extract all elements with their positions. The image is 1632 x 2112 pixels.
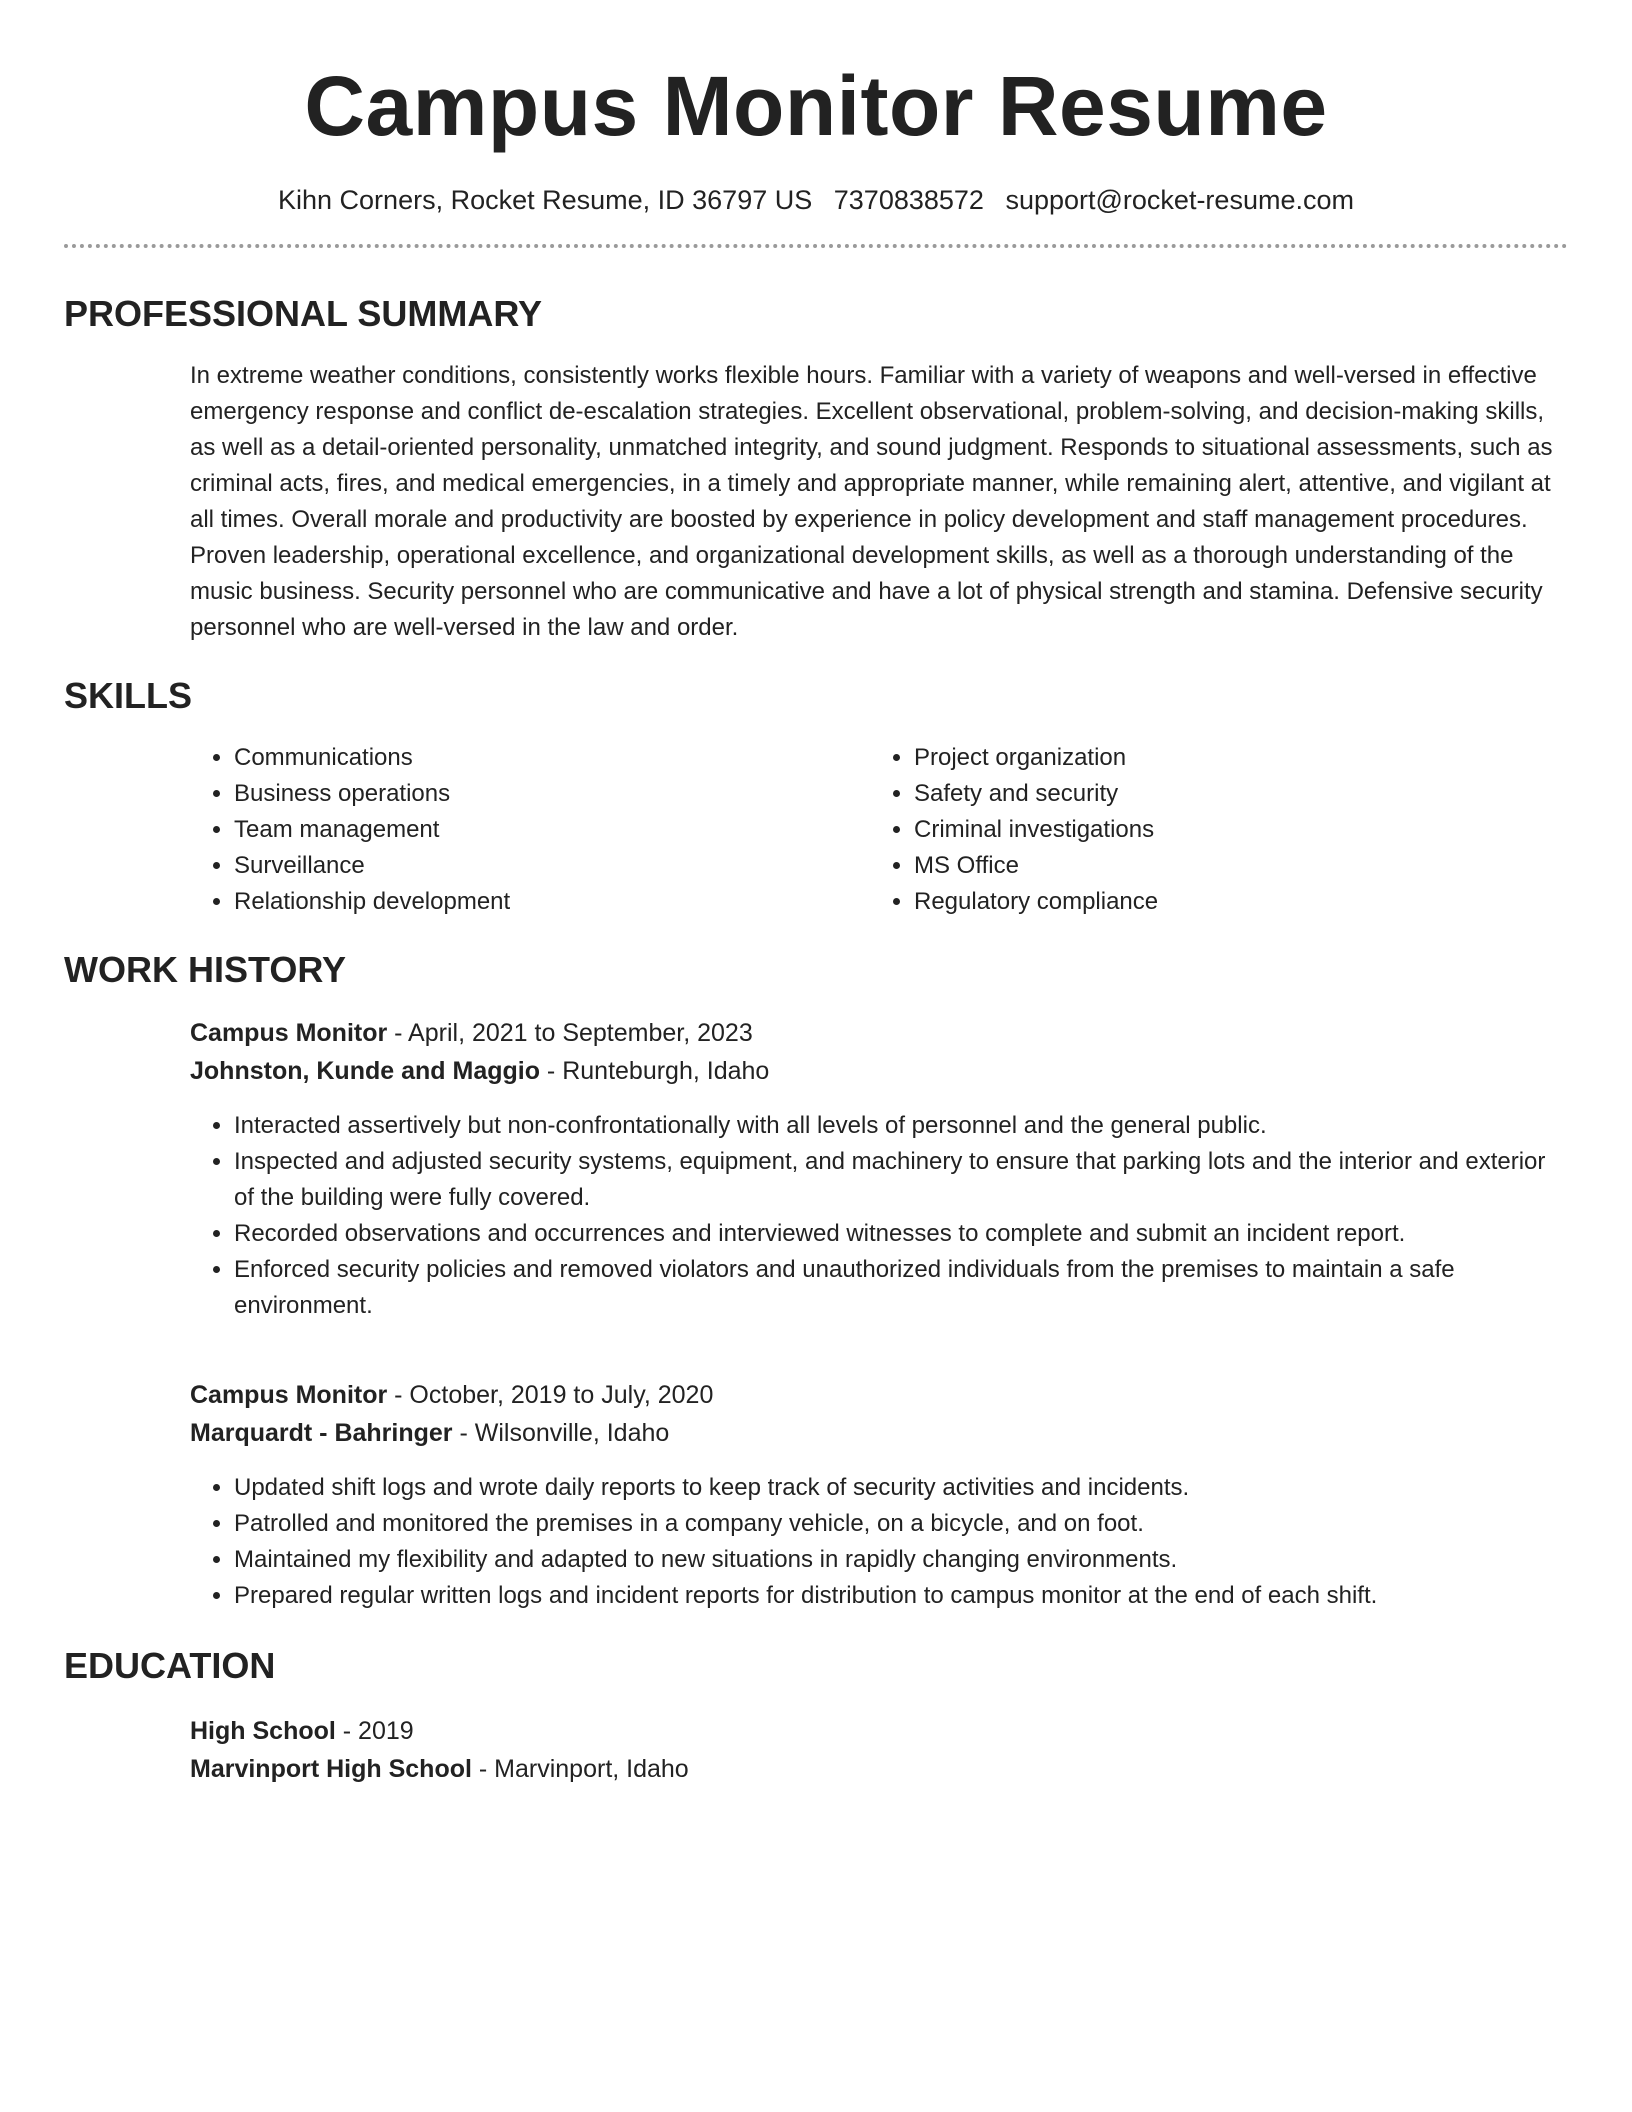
education-degree: High School [190,1717,336,1745]
job-company: Marquardt - Bahringer [190,1419,453,1447]
contact-email: support@rocket-resume.com [1005,185,1354,215]
summary-text: In extreme weather conditions, consistently works flexible hours. Familiar with a variety of weapons and well-versed in effective emergency response and conflict de-escalation strategies. Excellent observational, problem-solving, and decision-making skills, as well as a detail-oriented personality, unmatched integrity, and sound judgment. Responds to situational assessments, such as criminal acts, fires, and medical emergencies, in a timely and appropriate manner, while remaining alert, attentive, and vigilant at all times. Overall morale and productivity are boosted by experience in policy development and staff management procedures. Proven leadership, operational excellence, and organizational development skills, as well as a thorough understanding of the music business. Security personnel who are communicative and have a lot of physical strength and stamina. Defensive security personnel who are well-versed in the law and order. [190,362,1553,641]
education-school-line [190,1750,1568,1788]
job-dates: - October, 2019 to July, 2020 [387,1381,714,1409]
job-bullets [190,1470,1568,1614]
job-entry [190,1376,1568,1614]
job-bullet: • Recorded observations and occurrences and interviewed witnesses to complete and submit an incident report. [234,1216,1568,1252]
job-company: Johnston, Kunde and Maggio [190,1057,540,1085]
job-location: - Wilsonville, Idaho [452,1419,670,1447]
skill-item: • Relationship development [234,884,870,920]
resume-title: Campus Monitor Resume [304,59,1328,153]
job-bullets [190,1108,1568,1324]
job-location: - Runteburgh, Idaho [539,1057,770,1085]
skill-item: • Regulatory compliance [914,884,1568,920]
skill-item: • Business operations [234,776,870,812]
job-company-line [190,1414,1568,1452]
job-bullet: • Maintained my flexibility and adapted to new situations in rapidly changing environments. [234,1542,1568,1578]
skill-item: • Criminal investigations [914,812,1568,848]
job-title: Campus Monitor [190,1381,388,1409]
header-divider [64,244,1568,248]
skill-item: • Surveillance [234,848,870,884]
skills-list-left [190,740,870,920]
education-location: - Marvinport, Idaho [471,1755,689,1783]
job-company-line [190,1052,1568,1090]
job-bullet: • Inspected and adjusted security systems, equipment, and machinery to ensure that parking lots and the interior and exterior of the building were fully covered. [234,1144,1568,1216]
job-entry [190,1014,1568,1324]
skill-item: • Safety and security [914,776,1568,812]
skill-item: • Team management [234,812,870,848]
job-bullet: • Interacted assertively but non-confrontationally with all levels of personnel and the general public. [234,1108,1568,1144]
education-entry [190,1712,1568,1788]
skills-list-right [870,740,1568,920]
education-heading: EDUCATION [64,1645,276,1686]
summary-heading: PROFESSIONAL SUMMARY [64,293,543,334]
job-title-line [190,1014,1568,1052]
contact-address: Kihn Corners, Rocket Resume, ID 36797 US [278,185,813,215]
education-degree-line [190,1712,1568,1750]
skill-item: • MS Office [914,848,1568,884]
job-bullet: • Enforced security policies and removed violators and unauthorized individuals from the premises to maintain a safe environment. [234,1252,1568,1324]
education-year: - 2019 [335,1717,414,1745]
skills-grid [190,740,1568,920]
job-bullet: • Prepared regular written logs and incident reports for distribution to campus monitor at the end of each shift. [234,1578,1568,1614]
job-title: Campus Monitor [190,1019,388,1047]
job-dates: - April, 2021 to September, 2023 [387,1019,753,1047]
skill-item: • Project organization [914,740,1568,776]
work-heading: WORK HISTORY [64,949,347,990]
skills-heading: SKILLS [64,675,193,716]
contact-phone: 7370838572 [833,185,984,215]
education-school: Marvinport High School [190,1755,472,1783]
job-title-line [190,1376,1568,1414]
job-bullet: • Updated shift logs and wrote daily reports to keep track of security activities and incidents. [234,1470,1568,1506]
job-bullet: • Patrolled and monitored the premises in a company vehicle, on a bicycle, and on foot. [234,1506,1568,1542]
contact-line [64,182,1568,218]
skill-item: • Communications [234,740,870,776]
